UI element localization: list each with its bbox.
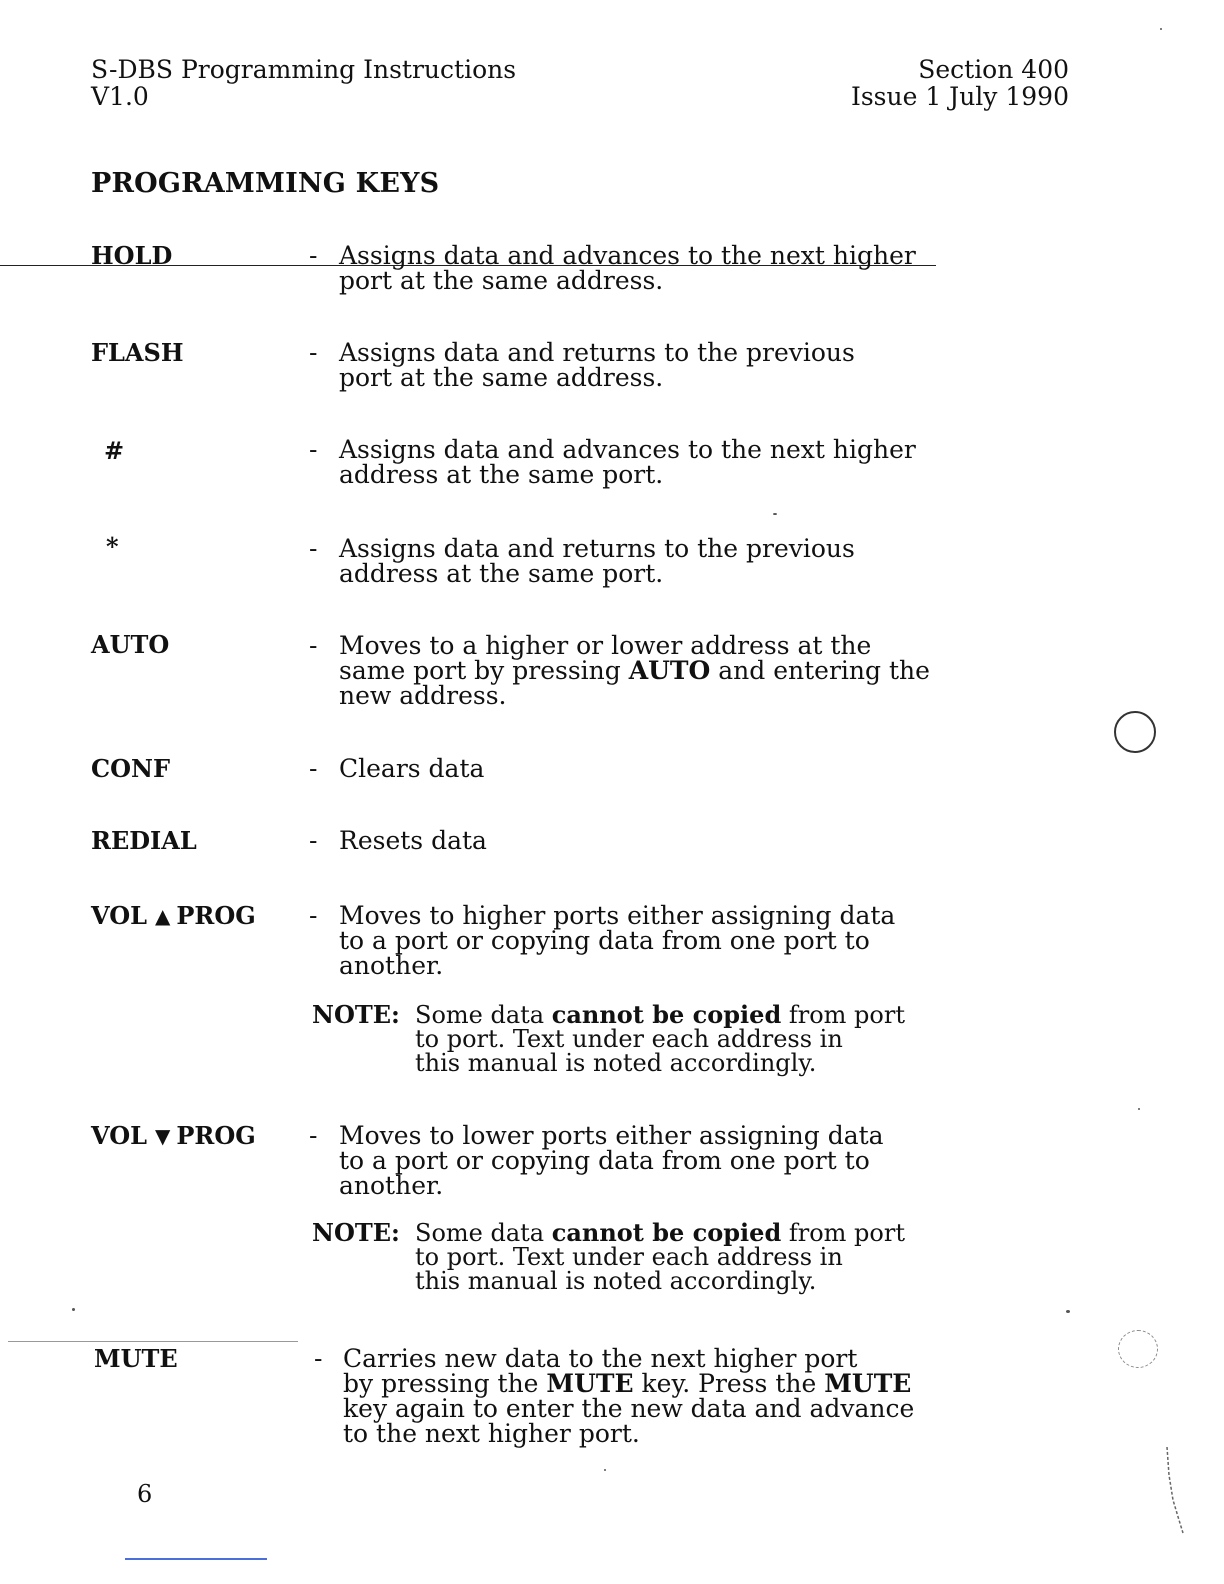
scan-speck xyxy=(72,1308,75,1311)
desc-line: another. xyxy=(339,951,444,980)
desc-line: port at the same address. xyxy=(339,266,664,295)
page-number: 6 xyxy=(137,1480,153,1508)
dash: - xyxy=(309,631,318,660)
key-pound: # xyxy=(104,436,125,465)
note-fragment: from port xyxy=(781,1001,905,1029)
down-triangle-icon: ▼ xyxy=(154,1124,171,1148)
key-vol-up-prog xyxy=(91,902,256,930)
up-triangle-icon: ▲ xyxy=(154,904,171,928)
note-line: this manual is noted accordingly. xyxy=(415,1267,817,1295)
desc-line: to a port or copying data from one port to xyxy=(339,926,870,955)
desc-flash xyxy=(339,340,939,390)
page-title: PROGRAMMING KEYS xyxy=(91,168,440,199)
header-left xyxy=(91,56,516,110)
note-fragment: Some data xyxy=(415,1219,552,1247)
desc-mute xyxy=(343,1346,943,1446)
desc-line: Moves to a higher or lower address at the xyxy=(339,631,872,660)
dash: - xyxy=(309,754,318,783)
note-fragment: Some data xyxy=(415,1001,552,1029)
key-reference: MUTE xyxy=(546,1369,634,1398)
desc-text: and entering the xyxy=(710,656,930,685)
dash: - xyxy=(309,901,318,930)
note-line xyxy=(415,1218,935,1247)
doc-title: S-DBS Programming Instructions xyxy=(91,55,517,84)
desc-line: Assigns data and advances to the next higher xyxy=(339,435,916,464)
note-line xyxy=(415,1000,935,1029)
note-label: NOTE: xyxy=(312,1218,400,1247)
desc-conf: Clears data xyxy=(339,754,485,783)
desc-line: Assigns data and returns to the previous xyxy=(339,338,855,367)
key-label: PROG xyxy=(176,901,256,930)
issue-date: Issue 1 July 1990 xyxy=(850,82,1069,111)
dash: - xyxy=(309,435,318,464)
dash: - xyxy=(309,534,318,563)
desc-star xyxy=(339,536,939,586)
key-redial: REDIAL xyxy=(91,826,197,855)
key-flash: FLASH xyxy=(91,338,184,367)
note-label: NOTE: xyxy=(312,1000,400,1029)
dash: - xyxy=(309,1121,318,1150)
key-reference: MUTE xyxy=(824,1369,912,1398)
key-star: * xyxy=(106,532,119,561)
dash: - xyxy=(309,241,318,270)
desc-text: key. Press the xyxy=(633,1369,825,1398)
scan-blue-mark xyxy=(125,1558,267,1560)
desc-vol-down xyxy=(339,1123,939,1198)
desc-line: address at the same port. xyxy=(339,559,664,588)
scan-speck xyxy=(604,1469,606,1471)
key-hold: HOLD xyxy=(91,241,173,270)
desc-line: to the next higher port. xyxy=(343,1419,640,1448)
key-label: PROG xyxy=(176,1121,256,1150)
desc-line: Assigns data and advances to the next higher xyxy=(339,241,916,270)
desc-line: new address. xyxy=(339,681,507,710)
desc-line: Carries new data to the next higher port xyxy=(343,1344,858,1373)
key-label: VOL xyxy=(91,1121,147,1150)
desc-line xyxy=(343,1371,943,1396)
desc-line: to a port or copying data from one port to xyxy=(339,1146,870,1175)
note-line: to port. Text under each address in xyxy=(415,1243,843,1271)
dash: - xyxy=(309,338,318,367)
note-emphasis: cannot be copied xyxy=(551,1000,782,1029)
section-label: Section 400 xyxy=(918,55,1069,84)
scan-edge-mark xyxy=(1163,1445,1187,1535)
key-reference: AUTO xyxy=(628,656,711,685)
dash: - xyxy=(314,1344,323,1373)
desc-hold xyxy=(339,243,939,293)
key-conf: CONF xyxy=(91,754,170,783)
desc-text: same port by pressing xyxy=(339,656,629,685)
scan-speck xyxy=(1160,28,1162,30)
note-line: this manual is noted accordingly. xyxy=(415,1049,817,1077)
note-fragment: from port xyxy=(781,1219,905,1247)
dash: - xyxy=(309,826,318,855)
desc-vol-up xyxy=(339,903,939,978)
key-label: VOL xyxy=(91,901,147,930)
scan-speck xyxy=(1066,1310,1070,1313)
desc-text: by pressing the xyxy=(343,1369,547,1398)
desc-line: key again to enter the new data and advance xyxy=(343,1394,915,1423)
desc-line: port at the same address. xyxy=(339,363,664,392)
desc-line: address at the same port. xyxy=(339,460,664,489)
key-mute: MUTE xyxy=(94,1344,178,1373)
doc-version: V1.0 xyxy=(91,82,149,111)
desc-pound xyxy=(339,437,939,487)
desc-line: Moves to lower ports either assigning data xyxy=(339,1121,884,1150)
desc-auto xyxy=(339,633,939,708)
note-text xyxy=(415,1000,935,1077)
desc-line: another. xyxy=(339,1171,444,1200)
desc-redial: Resets data xyxy=(339,826,487,855)
desc-line: Assigns data and returns to the previous xyxy=(339,534,855,563)
note-emphasis: cannot be copied xyxy=(551,1218,782,1247)
binder-hole-icon xyxy=(1114,711,1156,753)
binder-hole-icon xyxy=(1118,1330,1158,1368)
scan-speck xyxy=(773,513,777,515)
note-text xyxy=(415,1218,935,1295)
desc-line: Moves to higher ports either assigning data xyxy=(339,901,896,930)
desc-line xyxy=(339,658,939,683)
header-right xyxy=(851,56,1069,110)
key-auto: AUTO xyxy=(91,630,170,659)
scan-speck xyxy=(1138,1108,1140,1110)
note-line: to port. Text under each address in xyxy=(415,1025,843,1053)
scan-artifact-line xyxy=(8,1341,298,1342)
key-vol-down-prog xyxy=(91,1122,256,1150)
